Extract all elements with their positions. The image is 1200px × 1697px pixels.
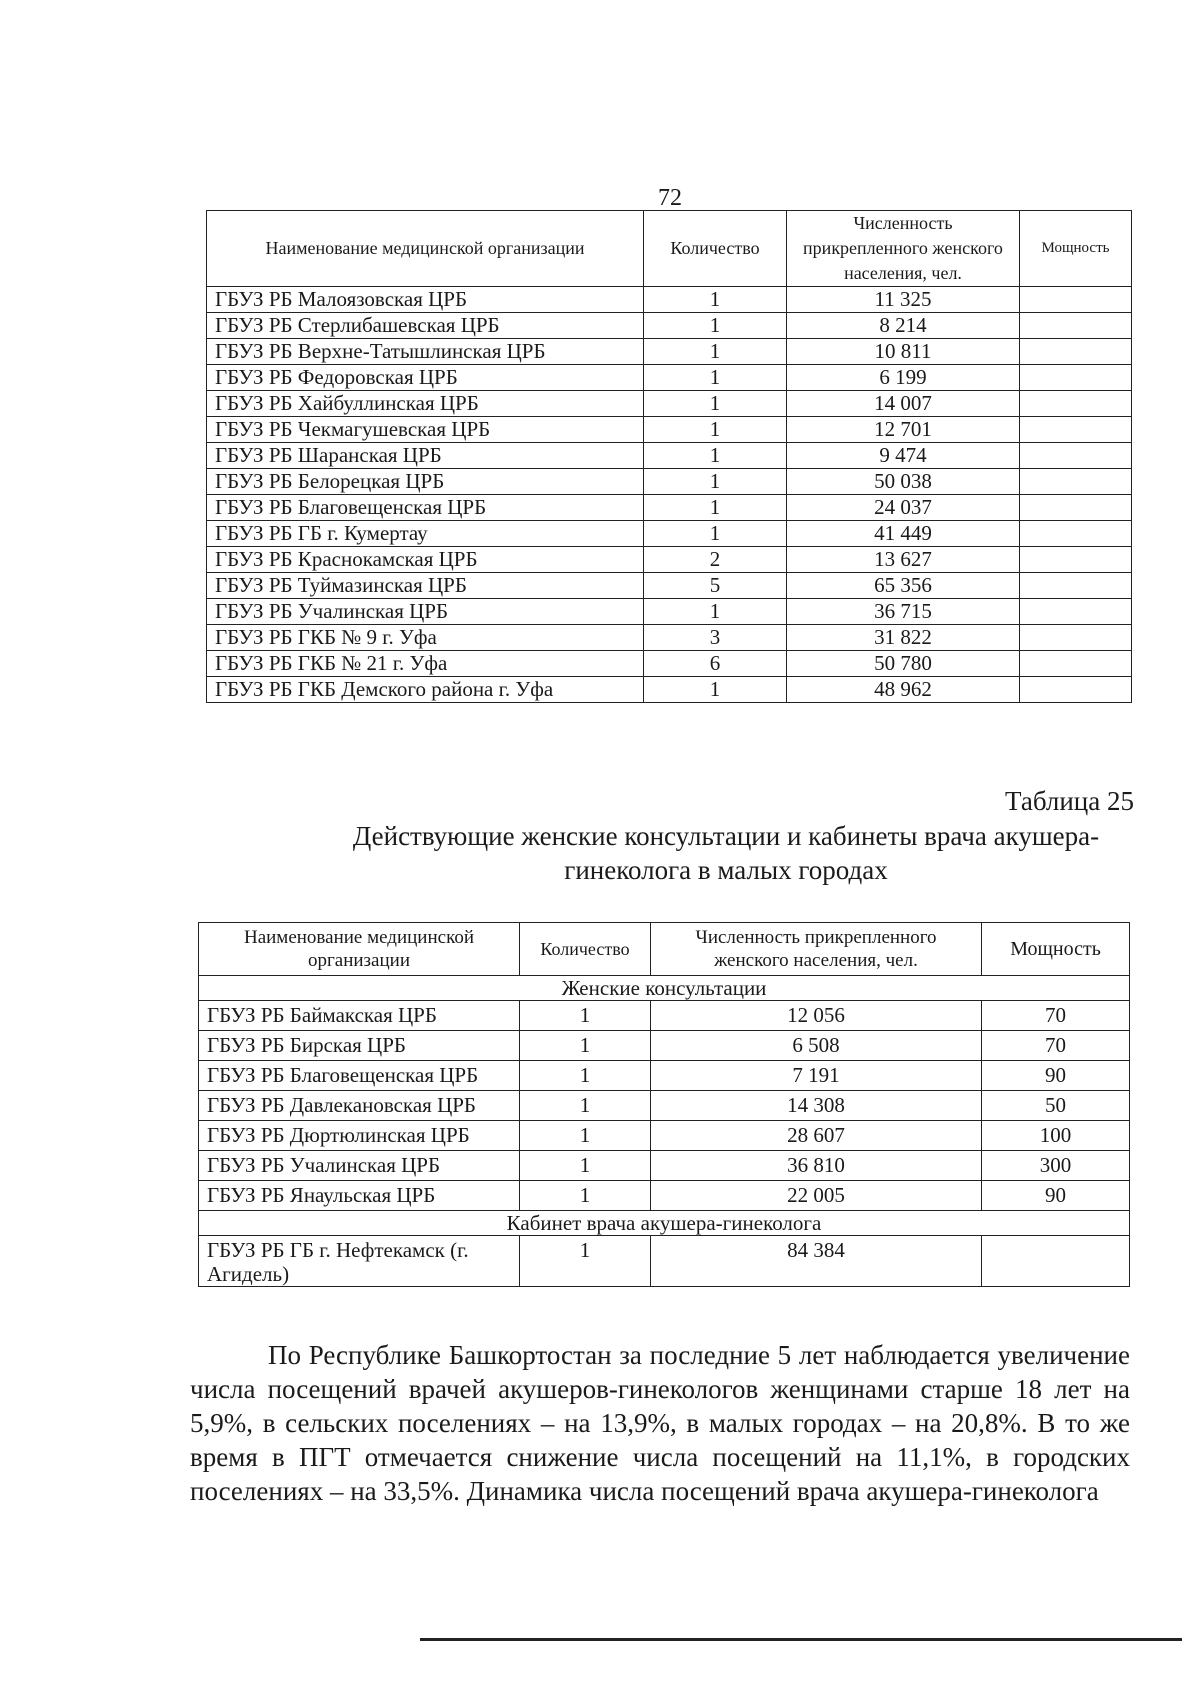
table-row bbox=[207, 495, 1132, 521]
cell-population: 11 325 bbox=[787, 287, 1020, 313]
table-row bbox=[199, 1091, 1130, 1121]
cell-count: 1 bbox=[644, 339, 787, 365]
cell-count: 1 bbox=[644, 443, 787, 469]
header-population: Численность прикрепленного женского населения, чел. bbox=[651, 923, 982, 976]
table-row bbox=[207, 339, 1132, 365]
cell-population: 22 005 bbox=[651, 1181, 982, 1211]
cell-name: ГБУЗ РБ Стерлибашевская ЦРБ bbox=[207, 313, 644, 339]
table-row bbox=[207, 443, 1132, 469]
cell-name: ГБУЗ РБ Дюртюлинская ЦРБ bbox=[199, 1121, 520, 1151]
table-row bbox=[199, 1061, 1130, 1091]
cell-population: 36 715 bbox=[787, 599, 1020, 625]
cell-power bbox=[1020, 391, 1132, 417]
section-title-cabinet: Кабинет врача акушера-гинеколога bbox=[199, 1211, 1130, 1236]
header-name: Наименование медицинской организации bbox=[207, 211, 644, 287]
table-row bbox=[207, 313, 1132, 339]
header-name: Наименование медицинской организации bbox=[199, 923, 520, 976]
cell-population: 6 508 bbox=[651, 1031, 982, 1061]
cell-name: ГБУЗ РБ ГКБ № 9 г. Уфа bbox=[207, 625, 644, 651]
cell-population: 50 780 bbox=[787, 651, 1020, 677]
table-row bbox=[207, 547, 1132, 573]
header-power: Мощность bbox=[1020, 211, 1132, 287]
cell-power bbox=[1020, 469, 1132, 495]
table-label: Таблица 25 bbox=[1005, 786, 1134, 816]
cell-name: ГБУЗ РБ ГБ г. Кумертау bbox=[207, 521, 644, 547]
cell-power bbox=[1020, 495, 1132, 521]
cell-count: 5 bbox=[644, 573, 787, 599]
cell-power bbox=[1020, 677, 1132, 703]
table-row bbox=[207, 651, 1132, 677]
cell-population: 8 214 bbox=[787, 313, 1020, 339]
table-row bbox=[207, 469, 1132, 495]
cell-count: 1 bbox=[520, 1001, 651, 1031]
cell-population: 84 384 bbox=[651, 1236, 982, 1287]
cell-count: 1 bbox=[520, 1091, 651, 1121]
cell-name: ГБУЗ РБ Благовещенская ЦРБ bbox=[199, 1061, 520, 1091]
table-row bbox=[199, 1151, 1130, 1181]
cell-count: 3 bbox=[644, 625, 787, 651]
page-number: 72 bbox=[658, 185, 682, 211]
cell-count: 1 bbox=[644, 365, 787, 391]
cell-population: 12 701 bbox=[787, 417, 1020, 443]
cell-population: 24 037 bbox=[787, 495, 1020, 521]
cell-power: 100 bbox=[982, 1121, 1130, 1151]
cell-power bbox=[1020, 339, 1132, 365]
header-population: Численность прикрепленного женского населения, чел. bbox=[787, 211, 1020, 287]
table-25 bbox=[198, 922, 1130, 1287]
cell-population: 13 627 bbox=[787, 547, 1020, 573]
cell-power bbox=[1020, 287, 1132, 313]
table-row bbox=[199, 1236, 1130, 1287]
cell-name: ГБУЗ РБ Хайбуллинская ЦРБ bbox=[207, 391, 644, 417]
cell-population: 14 007 bbox=[787, 391, 1020, 417]
table-row bbox=[207, 391, 1132, 417]
cell-power bbox=[982, 1236, 1130, 1287]
table-row bbox=[199, 1001, 1130, 1031]
header-count: Количество bbox=[520, 923, 651, 976]
table-row bbox=[199, 1121, 1130, 1151]
cell-population: 31 822 bbox=[787, 625, 1020, 651]
table-row bbox=[199, 1031, 1130, 1061]
cell-population: 10 811 bbox=[787, 339, 1020, 365]
header-power: Мощность bbox=[982, 923, 1130, 976]
cell-name: ГБУЗ РБ Чекмагушевская ЦРБ bbox=[207, 417, 644, 443]
cell-name: ГБУЗ РБ Бирская ЦРБ bbox=[199, 1031, 520, 1061]
cell-power: 300 bbox=[982, 1151, 1130, 1181]
table-header-row bbox=[199, 923, 1130, 976]
section-row bbox=[199, 976, 1130, 1001]
cell-power bbox=[1020, 573, 1132, 599]
cell-count: 1 bbox=[520, 1151, 651, 1181]
cell-name: ГБУЗ РБ Верхне-Татышлинская ЦРБ bbox=[207, 339, 644, 365]
cell-count: 1 bbox=[644, 677, 787, 703]
cell-power: 90 bbox=[982, 1181, 1130, 1211]
footer-rule bbox=[420, 1638, 1182, 1641]
body-paragraph: По Республике Башкортостан за последние 5 лет наблюдается увеличение числа посещений врачей акушеров-гинекологов женщинами старше 18 лет на 5,9%, в сельских поселениях – на 13,9%, в малых городах – на 20,8%. В то же время в ПГТ отмечается снижение числа посещений на 11,1%, в городских поселениях – на 33,5%. Динамика числа посещений врача акушера-гинеколога bbox=[190, 1340, 1130, 1506]
cell-count: 1 bbox=[520, 1121, 651, 1151]
cell-count: 2 bbox=[644, 547, 787, 573]
cell-count: 1 bbox=[644, 313, 787, 339]
cell-name: ГБУЗ РБ Шаранская ЦРБ bbox=[207, 443, 644, 469]
cell-population: 6 199 bbox=[787, 365, 1020, 391]
cell-count: 1 bbox=[644, 599, 787, 625]
cell-population: 50 038 bbox=[787, 469, 1020, 495]
cell-count: 1 bbox=[644, 469, 787, 495]
table-row bbox=[207, 625, 1132, 651]
cell-name: ГБУЗ РБ ГКБ № 21 г. Уфа bbox=[207, 651, 644, 677]
cell-power: 50 bbox=[982, 1091, 1130, 1121]
cell-name: ГБУЗ РБ ГКБ Демского района г. Уфа bbox=[207, 677, 644, 703]
cell-name: ГБУЗ РБ ГБ г. Нефтекамск (г. Агидель) bbox=[199, 1236, 520, 1287]
cell-name: ГБУЗ РБ Учалинская ЦРБ bbox=[199, 1151, 520, 1181]
cell-count: 1 bbox=[520, 1031, 651, 1061]
cell-power bbox=[1020, 625, 1132, 651]
cell-power bbox=[1020, 599, 1132, 625]
cell-population: 14 308 bbox=[651, 1091, 982, 1121]
table-row bbox=[207, 573, 1132, 599]
cell-population: 7 191 bbox=[651, 1061, 982, 1091]
cell-count: 1 bbox=[644, 417, 787, 443]
table-caption: Действующие женские консультации и кабинеты врача акушера-гинеколога в малых городах bbox=[352, 821, 1100, 885]
cell-count: 1 bbox=[520, 1236, 651, 1287]
cell-population: 41 449 bbox=[787, 521, 1020, 547]
cell-power bbox=[1020, 651, 1132, 677]
cell-count: 1 bbox=[644, 521, 787, 547]
cell-name: ГБУЗ РБ Белорецкая ЦРБ bbox=[207, 469, 644, 495]
cell-count: 1 bbox=[644, 495, 787, 521]
cell-name: ГБУЗ РБ Янаульская ЦРБ bbox=[199, 1181, 520, 1211]
women-consultations-table-continued bbox=[206, 210, 1132, 703]
cell-power bbox=[1020, 521, 1132, 547]
cell-power: 90 bbox=[982, 1061, 1130, 1091]
cell-name: ГБУЗ РБ Учалинская ЦРБ bbox=[207, 599, 644, 625]
cell-population: 48 962 bbox=[787, 677, 1020, 703]
cell-name: ГБУЗ РБ Федоровская ЦРБ bbox=[207, 365, 644, 391]
table-row bbox=[207, 521, 1132, 547]
table-row bbox=[207, 365, 1132, 391]
cell-count: 1 bbox=[520, 1181, 651, 1211]
cell-power bbox=[1020, 443, 1132, 469]
table-row bbox=[207, 599, 1132, 625]
cell-population: 65 356 bbox=[787, 573, 1020, 599]
cell-power bbox=[1020, 417, 1132, 443]
cell-population: 9 474 bbox=[787, 443, 1020, 469]
cell-count: 1 bbox=[644, 391, 787, 417]
cell-population: 36 810 bbox=[651, 1151, 982, 1181]
cell-population: 28 607 bbox=[651, 1121, 982, 1151]
cell-name: ГБУЗ РБ Благовещенская ЦРБ bbox=[207, 495, 644, 521]
cell-power bbox=[1020, 547, 1132, 573]
table-row bbox=[207, 677, 1132, 703]
cell-power bbox=[1020, 365, 1132, 391]
cell-count: 1 bbox=[644, 287, 787, 313]
cell-name: ГБУЗ РБ Туймазинская ЦРБ bbox=[207, 573, 644, 599]
table-row bbox=[207, 287, 1132, 313]
cell-power: 70 bbox=[982, 1031, 1130, 1061]
cell-name: ГБУЗ РБ Баймакская ЦРБ bbox=[199, 1001, 520, 1031]
cell-count: 6 bbox=[644, 651, 787, 677]
cell-name: ГБУЗ РБ Давлекановская ЦРБ bbox=[199, 1091, 520, 1121]
section-row bbox=[199, 1211, 1130, 1236]
table-header-row bbox=[207, 211, 1132, 287]
table-body bbox=[207, 287, 1132, 703]
cell-count: 1 bbox=[520, 1061, 651, 1091]
cell-power: 70 bbox=[982, 1001, 1130, 1031]
table-body bbox=[199, 976, 1130, 1287]
cell-population: 12 056 bbox=[651, 1001, 982, 1031]
cell-power bbox=[1020, 313, 1132, 339]
cell-name: ГБУЗ РБ Малоязовская ЦРБ bbox=[207, 287, 644, 313]
table-row bbox=[199, 1181, 1130, 1211]
table-row bbox=[207, 417, 1132, 443]
cell-name: ГБУЗ РБ Краснокамская ЦРБ bbox=[207, 547, 644, 573]
section-title-consultations: Женские консультации bbox=[199, 976, 1130, 1001]
header-count: Количество bbox=[644, 211, 787, 287]
